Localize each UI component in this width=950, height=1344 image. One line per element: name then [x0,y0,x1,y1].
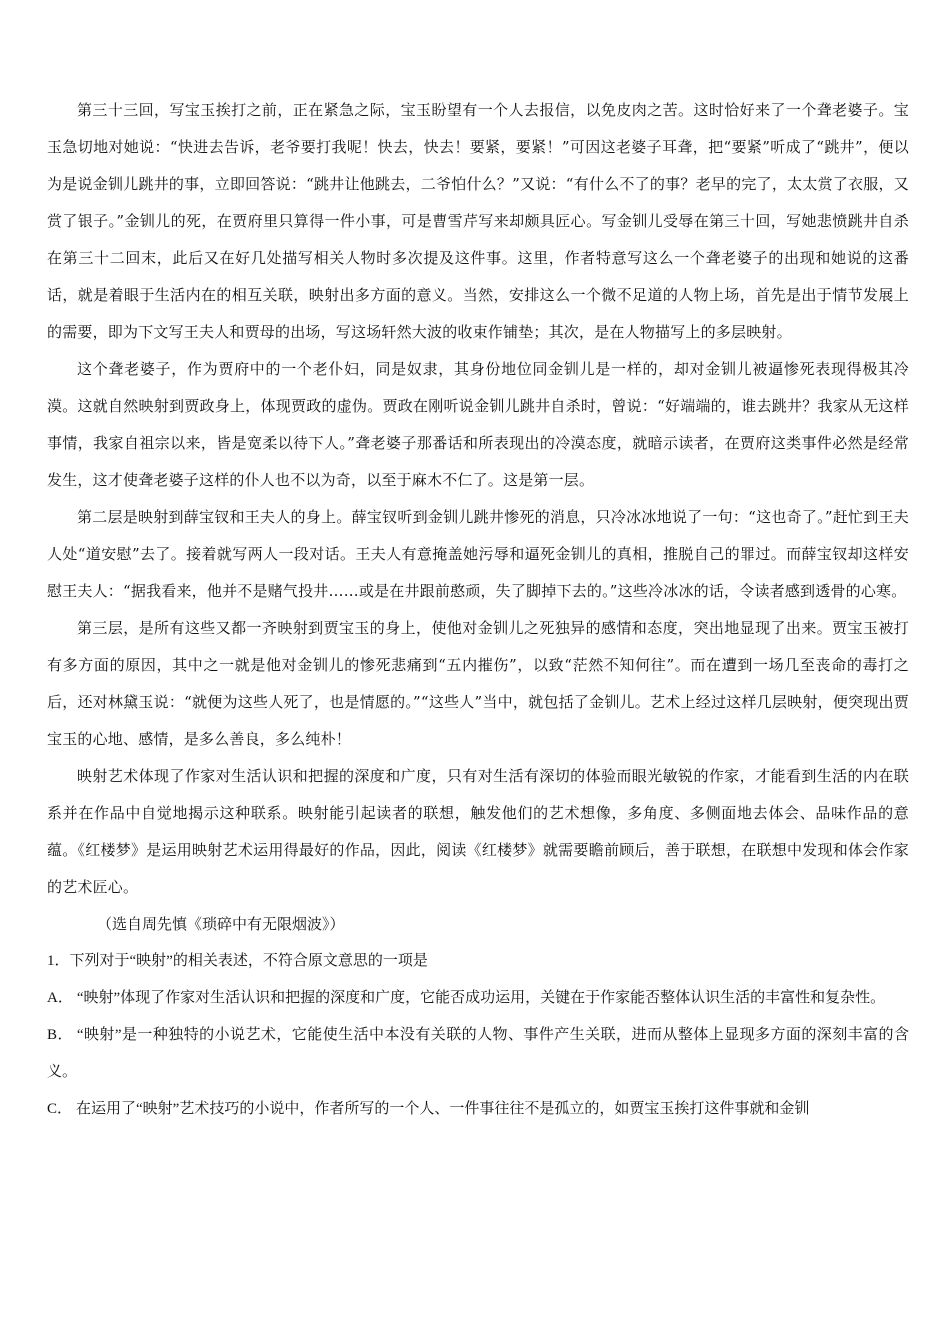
document-page [47,92,909,1128]
paragraph-3: 第二层是映射到薛宝钗和王夫人的身上。薛宝钗听到金钏儿跳井惨死的消息，只冷冰冰地说了一句：“这也奇了。”赶忙到王夫人处“道安慰”去了。接着就写两人一段对话。王夫人有意掩盖她污辱和逼死金钏儿的真相，推脱自己的罪过。而薛宝钗却这样安慰王夫人：“据我看来，他并不是赌气投井……或是在井跟前憨顽，失了脚掉下去的。”这些冷冰冰的话，令读者感到透骨的心寒。 [47,508,909,600]
paragraph-4: 第三层，是所有这些又都一齐映射到贾宝玉的身上，使他对金钏儿之死独异的感情和态度，突出地显现了出来。贾宝玉被打有多方面的原因，其中之一就是他对金钏儿的惨死悲痛到“五内摧伤”，以致“茫然不知何往”。而在遭到一场几至丧命的毒打之后，还对林黛玉说：“就便为这些人死了，也是情愿的。”“这些人”当中，就包括了金钏儿。艺术上经过这样几层映射，便突现出贾宝玉的心地、感情，是多么善良，多么纯朴！ [47,619,909,748]
option-b [47,1017,909,1091]
option-c-text: 在运用了“映射”艺术技巧的小说中，作者所写的一个人、一件事往往不是孤立的，如贾宝玉挨打这件事就和金钏 [76,1101,810,1117]
option-c [47,1091,909,1128]
option-c-letter: C． [47,1101,73,1117]
question-stem: 1．下列对于“映射”的相关表述，不符合原文意思的一项是 [47,953,428,969]
option-b-text: “映射”是一种独特的小说艺术，它能使生活中本没有关联的人物、事件产生关联，进而从整体上显现多方面的深刻丰富的含义。 [47,1027,909,1080]
option-b-letter: B． [47,1027,73,1043]
paragraph-5: 映射艺术体现了作家对生活认识和把握的深度和广度，只有对生活有深切的体验而眼光敏锐的作家，才能看到生活的内在联系并在作品中自觉地揭示这种联系。映射能引起读者的联想，触发他们的艺术想像，多角度、多侧面地去体会、品味作品的意蕴。《红楼梦》是运用映射艺术运用得最好的作品，因此，阅读《红楼梦》就需要瞻前顾后，善于联想，在联想中发现和体会作家的艺术匠心。 [47,767,909,896]
option-a [47,980,909,1017]
option-a-letter: A． [47,990,73,1006]
paragraph-2: 这个聋老婆子，作为贾府中的一个老仆妇，同是奴隶，其身份地位同金钏儿是一样的，却对金钏儿被逼惨死表现得极其冷漠。这就自然映射到贾政身上，体现贾政的虚伪。贾政在刚听说金钏儿跳井自杀时，曾说：“好端端的，谁去跳井？我家从无这样事情，我家自祖宗以来，皆是宽柔以待下人。”聋老婆子那番话和所表现出的冷漠态度，就暗示读者，在贾府这类事件必然是经常发生，这才使聋老婆子这样的仆人也不以为奇，以至于麻木不仁了。这是第一层。 [47,360,909,489]
option-a-text: “映射”体现了作家对生活认识和把握的深度和广度，它能否成功运用，关键在于作家能否整体认识生活的丰富性和复杂性。 [76,990,886,1006]
source-citation: （选自周先慎《琐碎中有无限烟波》） [97,915,345,933]
paragraph-1: 第三十三回，写宝玉挨打之前，正在紧急之际，宝玉盼望有一个人去报信，以免皮肉之苦。这时恰好来了一个聋老婆子。宝玉急切地对她说：“快进去告诉，老爷要打我呢！快去，快去！要紧，要紧！”可因这老婆子耳聋，把“要紧”听成了“跳井”，便以为是说金钏儿跳井的事，立即回答说：“跳井让他跳去，二爷怕什么？”又说：“有什么不了的事？老早的完了，太太赏了衣服，又赏了银子。”金钏儿的死，在贾府里只算得一件小事，可是曹雪芹写来却颇具匠心。写金钏儿受辱在第三十回，写她悲愤跳井自杀在第三十二回末，此后又在好几处描写相关人物时多次提及这件事。这里，作者特意写这么一个聋老婆子的出现和她说的这番话，就是着眼于生活内在的相互关联，映射出多方面的意义。当然，安排这么一个微不足道的人物上场，首先是出于情节发展上的需要，即为下文写王夫人和贾母的出场，写这场轩然大波的收束作铺垫；其次，是在人物描写上的多层映射。 [47,101,909,341]
